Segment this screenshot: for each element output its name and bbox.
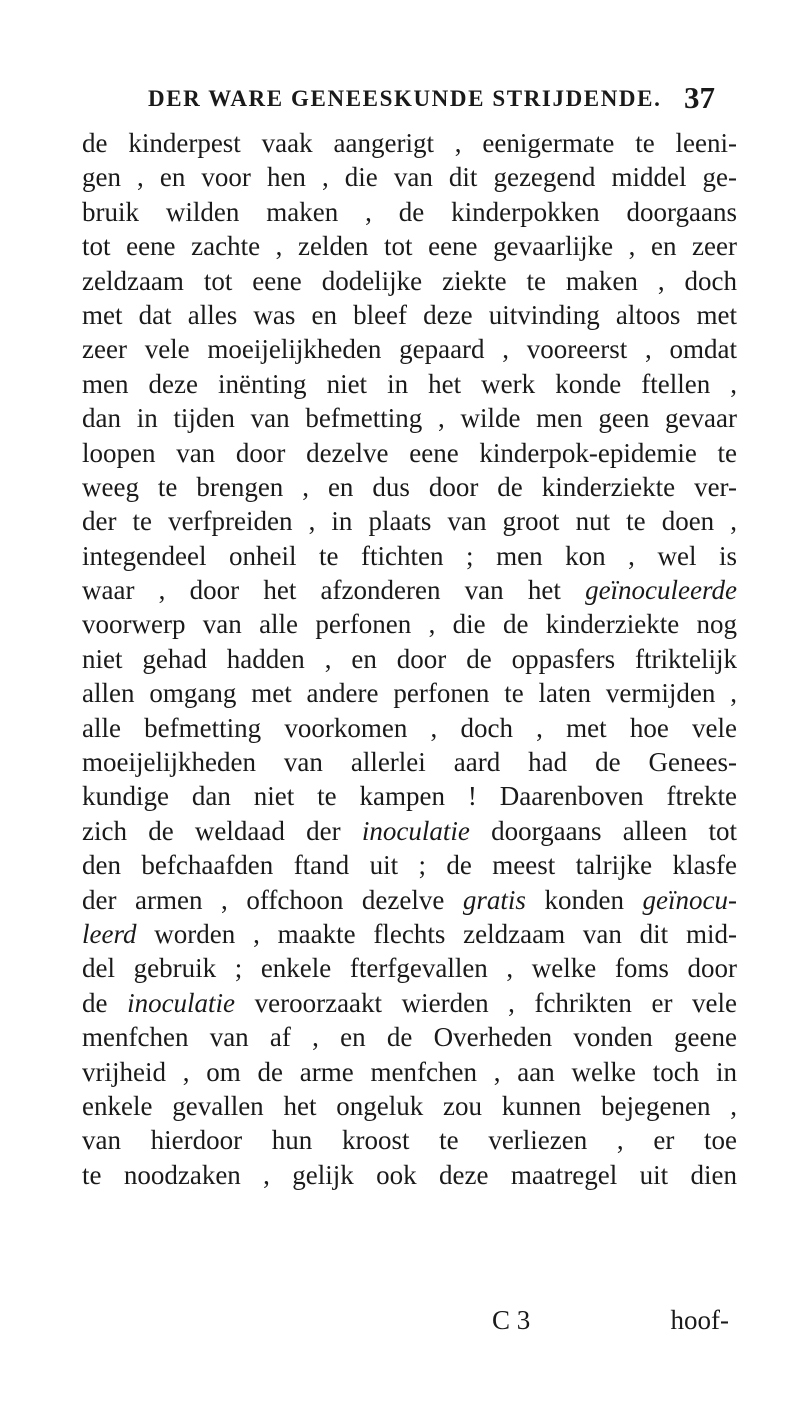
text-line — [82, 1020, 737, 1054]
page-footer — [82, 1303, 737, 1337]
text-line — [82, 642, 737, 676]
text-segment: zeldzaam tot eene dodelijke ziekte te maken , doch — [82, 265, 737, 296]
text-line — [82, 779, 737, 813]
text-segment: te noodzaken , gelijk ook deze maatregel uit dien — [82, 1159, 737, 1190]
text-line — [82, 1123, 737, 1157]
text-line — [82, 883, 737, 917]
text-segment: veroorzaakt wierden , fchrikten er vele — [235, 987, 737, 1018]
text-line — [82, 1089, 737, 1123]
text-segment: doorgaans alleen tot — [469, 815, 737, 846]
text-segment: de kinderpest vaak aangerigt , eenigermate te leeni- — [82, 128, 737, 158]
text-segment: gen , en voor hen , die van dit gezegend middel ge- — [82, 162, 737, 193]
text-segment: loopen van door dezelve eene kinderpok-epidemie te — [82, 437, 737, 468]
text-line — [82, 607, 737, 641]
italic-term: inoculatie — [127, 987, 236, 1018]
text-line — [82, 504, 737, 538]
text-line — [82, 573, 737, 607]
text-line — [82, 951, 737, 985]
text-segment: zeer vele moeijelijkheden gepaard , vooreerst , omdat — [82, 334, 737, 365]
text-segment: zich de weldaad der — [82, 815, 362, 846]
text-line — [82, 1158, 737, 1192]
text-line — [82, 539, 737, 573]
text-segment: moeijelijkheden van allerlei aard had de Genees- — [82, 747, 737, 778]
text-line — [82, 195, 737, 229]
text-segment: voorwerp van alle perfonen , die de kinderziekte nog — [82, 609, 737, 640]
italic-term: geïnocu- — [642, 884, 737, 915]
text-segment: del gebruik ; enkele fterfgevallen , welke foms door — [82, 953, 737, 984]
text-segment: den befchaafden ftand uit ; de meest talrijke klasfe — [82, 850, 737, 881]
text-segment: tot eene zachte , zelden tot eene gevaarlijke , en zeer — [82, 231, 737, 262]
text-segment: niet gehad hadden , en door de oppasfers ftriktelijk — [82, 643, 737, 674]
italic-term: inoculatie — [361, 815, 470, 846]
text-line — [82, 332, 737, 366]
text-line — [82, 711, 737, 745]
text-segment: der armen , offchoon dezelve — [82, 884, 463, 915]
text-line — [82, 401, 737, 435]
text-segment: worden , maakte flechts zeldzaam van dit mid- — [136, 918, 737, 949]
text-segment: alle befmetting voorkomen , doch , met hoe vele — [82, 712, 737, 743]
text-segment: allen omgang met andere perfonen te laten vermijden , — [82, 678, 737, 709]
text-line — [82, 1055, 737, 1089]
running-header: DER WARE GENEESKUNDE STRIJDENDE. — [148, 86, 662, 111]
text-segment: enkele gevallen het ongeluk zou kunnen bejegenen , — [82, 1090, 737, 1121]
text-line — [82, 676, 737, 710]
text-segment: van hierdoor hun kroost te verliezen , er toe — [82, 1125, 737, 1156]
text-line — [82, 264, 737, 298]
text-line — [82, 367, 737, 401]
text-segment: konden — [525, 884, 643, 915]
text-segment: bruik wilden maken , de kinderpokken doorgaans — [82, 196, 737, 227]
text-line — [82, 986, 737, 1020]
text-segment: met dat alles was en bleef deze uitvinding altoos met — [82, 299, 737, 330]
text-segment: kundige dan niet te kampen ! Daarenboven ftrekte — [82, 781, 737, 812]
text-segment: dan in tijden van befmetting , wilde men geen gevaar — [82, 403, 737, 434]
text-line — [82, 848, 737, 882]
text-segment: vrijheid , om de arme menfchen , aan welke toch in — [82, 1056, 737, 1087]
text-segment: waar , door het afzonderen van het — [82, 575, 586, 606]
text-segment: weeg te brengen , en dus door de kinderziekte ver- — [82, 471, 737, 502]
text-line — [82, 126, 737, 160]
text-segment: de — [82, 987, 128, 1018]
text-segment: men deze inënting niet in het werk konde ftellen , — [82, 368, 737, 399]
catchword: hoof- — [670, 1305, 729, 1335]
text-line — [82, 160, 737, 194]
text-line — [82, 814, 737, 848]
text-segment: der te verfpreiden , in plaats van groot nut te doen , — [82, 506, 737, 537]
text-line — [82, 917, 737, 951]
text-segment: menfchen van af , en de Overheden vonden geene — [82, 1022, 737, 1053]
text-line — [82, 470, 737, 504]
page-number: 37 — [684, 80, 715, 115]
italic-term: gratis — [462, 884, 526, 915]
text-line — [82, 436, 737, 470]
text-line — [82, 298, 737, 332]
text-line — [82, 229, 737, 263]
text-segment: integendeel onheil te ftichten ; men kon , wel is — [82, 540, 737, 571]
signature-mark: C 3 — [492, 1305, 531, 1335]
italic-term: geïnoculeerde — [585, 575, 737, 606]
body-text — [82, 126, 737, 1192]
italic-term: leerd — [82, 918, 137, 949]
text-line — [82, 745, 737, 779]
